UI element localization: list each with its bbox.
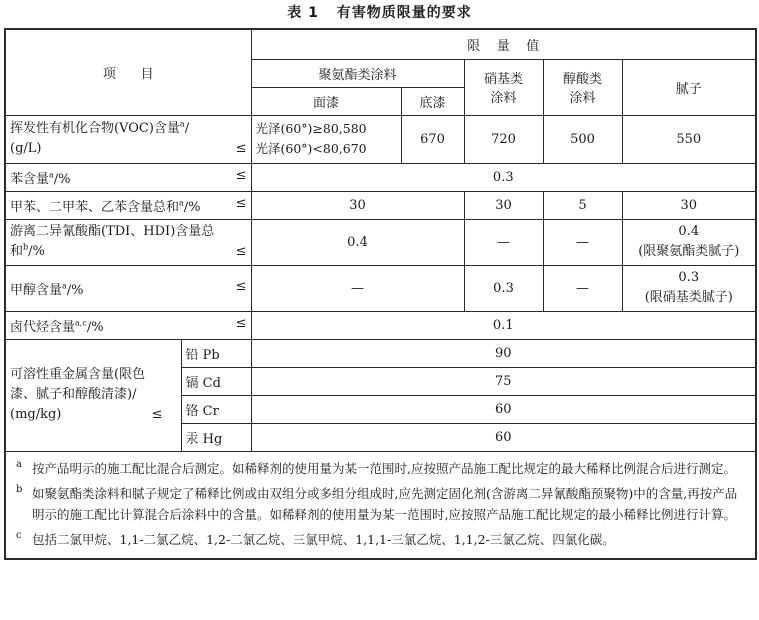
footnote: a 按产品明示的施工配比混合后测定。如稀释剂的使用量为某一范围时,应按照产品施工配比规定的最大稀释比例混合后进行测定。 bbox=[16, 458, 736, 476]
metal-value: 90 bbox=[251, 339, 756, 367]
methanol-pu: — bbox=[251, 265, 464, 311]
tx-nc: 30 bbox=[464, 191, 543, 219]
methanol-label: 甲醇含量$^a$/% ≤ bbox=[5, 265, 251, 311]
tdi-alkyd: — bbox=[543, 219, 622, 265]
metal-name: 镉 Cd bbox=[181, 367, 251, 395]
header-limit: 限 量 值 bbox=[251, 29, 756, 59]
metal-value: 75 bbox=[251, 367, 756, 395]
halo-label: 卤代烃含量$^{a,c}$/% ≤ bbox=[5, 311, 251, 339]
tx-putty: 30 bbox=[622, 191, 756, 219]
tdi-pu: 0.4 bbox=[251, 219, 464, 265]
voc-alkyd: 500 bbox=[543, 115, 622, 163]
voc-label: 挥发性有机化合物(VOC)含量$^a$/ (g/L) ≤ bbox=[5, 115, 251, 163]
tdi-nc: — bbox=[464, 219, 543, 265]
header-nc: 硝基类涂料 bbox=[464, 59, 543, 115]
metals-label: 可溶性重金属含量(限色 漆、腻子和醇酸清漆)/ (mg/kg) ≤ bbox=[5, 339, 181, 451]
benzene-label: 苯含量$^a$/% ≤ bbox=[5, 163, 251, 191]
header-pu: 聚氨酯类涂料 bbox=[251, 59, 464, 87]
benzene-value: 0.3 bbox=[251, 163, 756, 191]
header-putty: 腻子 bbox=[622, 59, 756, 115]
voc-top-coat: 光泽(60°)≥80,580 光泽(60°)<80,670 bbox=[251, 115, 401, 163]
tx-alkyd: 5 bbox=[543, 191, 622, 219]
footnote: c 包括二氯甲烷、1,1-二氯乙烷、1,2-二氯乙烷、三氯甲烷、1,1,1-三氯乙烷、1,1,2-三氯乙烷、四氯化碳。 bbox=[16, 529, 615, 547]
methanol-putty: 0.3 (限硝基类腻子) bbox=[622, 265, 756, 311]
header-top-coat: 面漆 bbox=[251, 87, 401, 115]
footnote: b 如聚氨酯类涂料和腻子规定了稀释比例或由双组分或多组分组成时,应先测定固化剂(含游离二异氰酸酯预聚物)中的含量,再按产品明示的施工配比计算混合后涂料中的含量。如稀释剂的使用量为某一范围时,应按照产品施工配比规定的最小稀释比例进行计算。 bbox=[16, 483, 738, 522]
tdi-putty: 0.4 (限聚氨酯类腻子) bbox=[622, 219, 756, 265]
metal-name: 汞 Hg bbox=[181, 423, 251, 451]
table-number: 表 1 bbox=[287, 5, 319, 21]
metal-name: 铬 Cr bbox=[181, 395, 251, 423]
methanol-nc: 0.3 bbox=[464, 265, 543, 311]
tx-pu: 30 bbox=[251, 191, 464, 219]
metal-value: 60 bbox=[251, 423, 756, 451]
halo-value: 0.1 bbox=[251, 311, 756, 339]
hazard-limits-table bbox=[4, 28, 757, 560]
header-alkyd: 醇酸类涂料 bbox=[543, 59, 622, 115]
methanol-alkyd: — bbox=[543, 265, 622, 311]
table-title bbox=[0, 2, 759, 22]
voc-putty: 550 bbox=[622, 115, 756, 163]
table-footnotes bbox=[5, 451, 756, 559]
voc-nc: 720 bbox=[464, 115, 543, 163]
header-base-coat: 底漆 bbox=[401, 87, 464, 115]
tx-label: 甲苯、二甲苯、乙苯含量总和$^a$/% ≤ bbox=[5, 191, 251, 219]
metal-name: 铅 Pb bbox=[181, 339, 251, 367]
tdi-label: 游离二异氰酸酯(TDI、HDI)含量总 和$^b$/% ≤ bbox=[5, 219, 251, 265]
voc-base-coat: 670 bbox=[401, 115, 464, 163]
header-item: 项 目 bbox=[5, 29, 251, 115]
metal-value: 60 bbox=[251, 395, 756, 423]
table-title-text: 有害物质限量的要求 bbox=[336, 5, 472, 21]
